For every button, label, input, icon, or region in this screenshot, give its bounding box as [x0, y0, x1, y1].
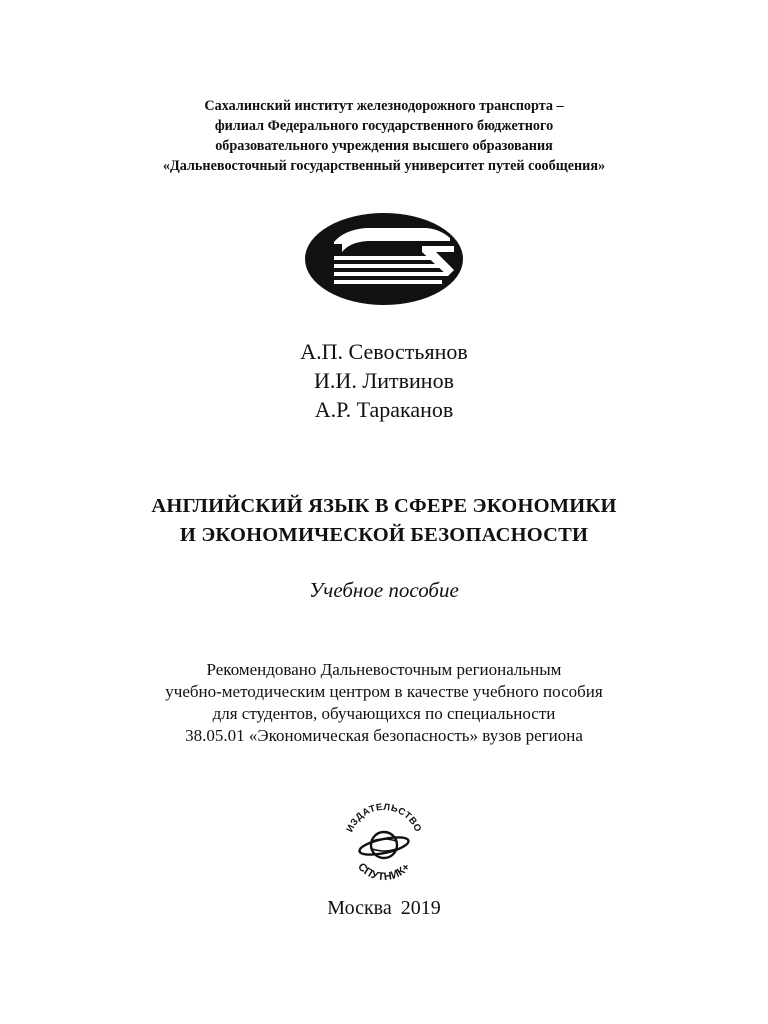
recommendation-text [0, 659, 768, 747]
book-title [0, 492, 768, 550]
recommendation-line: 38.05.01 «Экономическая безопасность» вузов региона [185, 726, 583, 745]
authors [0, 337, 768, 424]
imprint-city: Москва [327, 897, 392, 919]
book-subtitle: Учебное пособие [309, 578, 459, 602]
author-name: А.Р. Тараканов [314, 397, 454, 422]
recommendation-line: для студентов, обучающихся по специальности [212, 704, 556, 723]
author-name: И.И. Литвинов [314, 368, 454, 393]
recommendation-line: Рекомендовано Дальневосточным региональным [206, 660, 562, 679]
institution-line: образовательного учреждения высшего образования [215, 138, 553, 154]
svg-text:СПУТНИК+ [355, 861, 412, 882]
institution-header [0, 96, 768, 176]
institution-line: филиал Федерального государственного бюджетного [214, 118, 554, 134]
institution-line: «Дальневосточный государственный университет путей сообщения» [162, 158, 606, 174]
imprint-year: 2019 [400, 897, 441, 919]
publisher-top-text: ИЗДАТЕЛЬСТВО [344, 801, 424, 835]
title-line: И ЭКОНОМИЧЕСКОЙ БЕЗОПАСНОСТИ [179, 524, 589, 546]
recommendation-line: учебно-методическим центром в качестве учебного пособия [165, 682, 603, 701]
university-emblem-icon [304, 212, 464, 306]
title-line: АНГЛИЙСКИЙ ЯЗЫК В СФЕРЕ ЭКОНОМИКИ [151, 495, 617, 517]
author-name: А.П. Севостьянов [300, 339, 468, 364]
publisher-logo-icon [338, 800, 430, 882]
publisher-bottom-text: СПУТНИК+ [355, 860, 413, 882]
svg-text:ИЗДАТЕЛЬСТВО [344, 802, 423, 834]
institution-line: Сахалинский институт железнодорожного транспорта – [204, 98, 564, 114]
imprint [0, 895, 768, 921]
